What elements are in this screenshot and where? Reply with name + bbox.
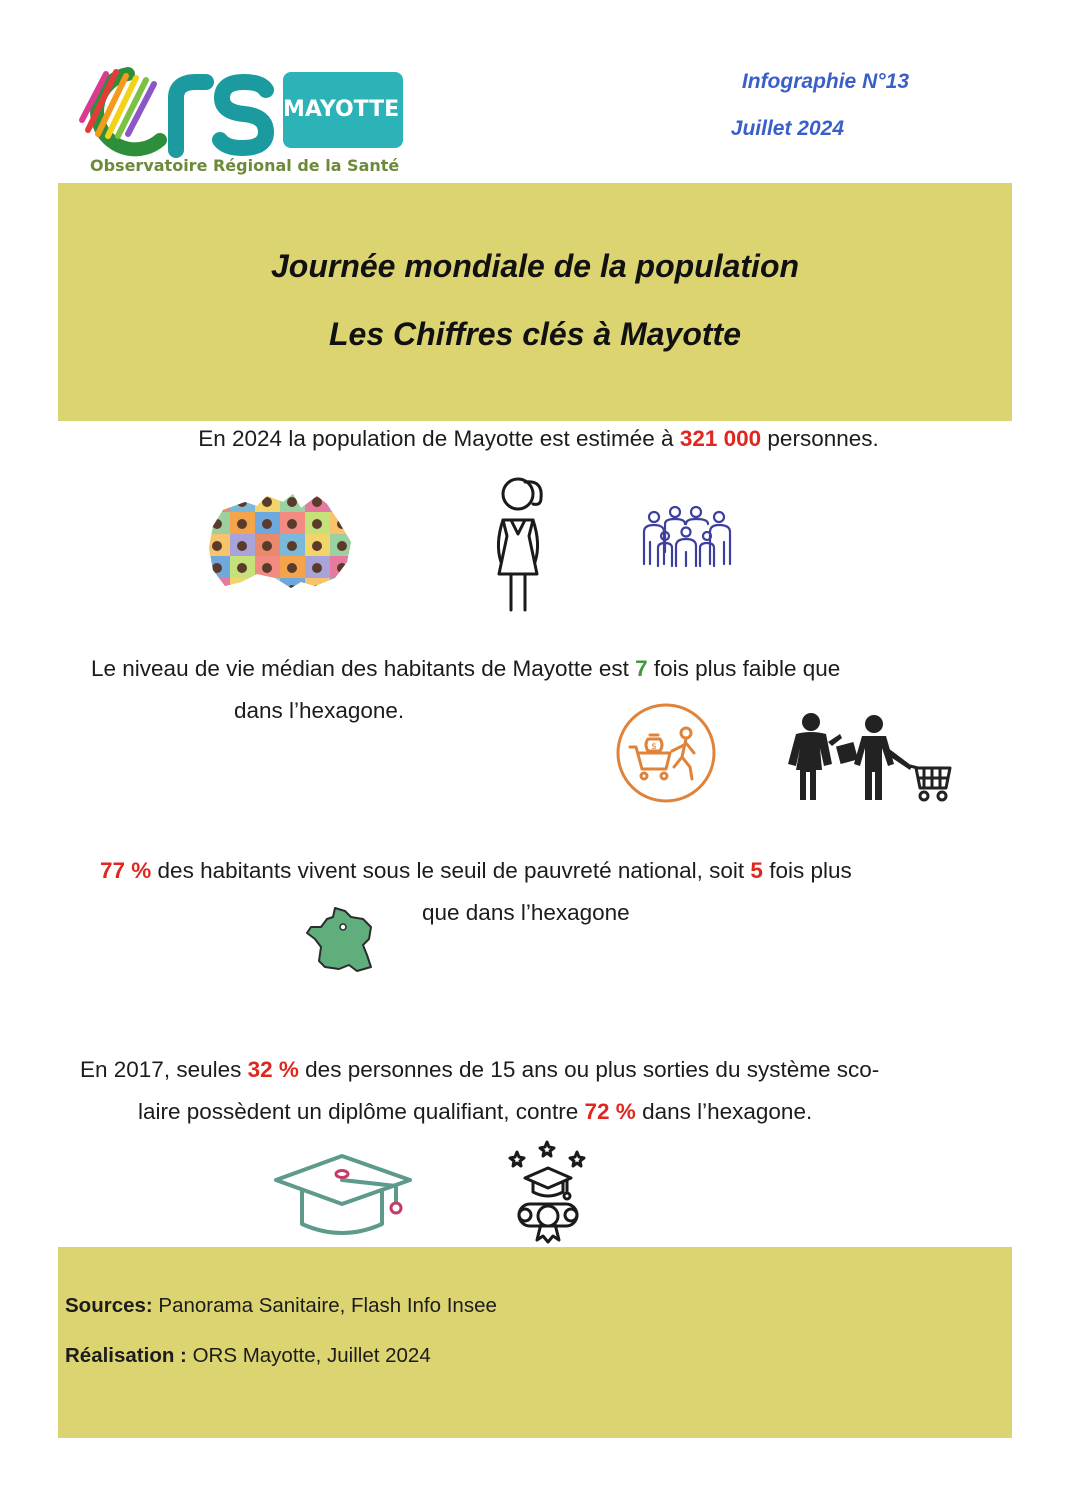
realisation-line — [65, 1344, 431, 1368]
diploma-award-icon — [505, 1138, 591, 1246]
graduation-cap-icon — [272, 1150, 416, 1236]
stat3-text: des habitants vivent sous le seuil de pauvreté national, soit — [151, 858, 751, 883]
population-statement — [0, 418, 1069, 460]
stat1-text-end: personnes. — [761, 426, 879, 451]
poverty-ratio-value: 5 — [750, 858, 763, 883]
stat2-text-end: fois plus faible que — [647, 656, 841, 681]
stat3-text-end: fois plus — [762, 858, 852, 883]
diploma-statement-line2 — [138, 1091, 812, 1133]
logo-badge: MAYOTTE — [283, 72, 403, 148]
stat4-line2-text: laire possèdent un diplôme qualifiant, contre — [138, 1099, 585, 1124]
stat1-text: En 2024 la population de Mayotte est estimée à — [198, 426, 680, 451]
population-value: 321 000 — [679, 426, 762, 451]
sources-text: Panorama Sanitaire, Flash Info Insee — [152, 1294, 497, 1317]
realisation-text: ORS Mayotte, Juillet 2024 — [186, 1344, 431, 1367]
title-banner — [58, 183, 1012, 421]
title-line-2: Les Chiffres clés à Mayotte — [328, 316, 741, 352]
france-map-icon — [305, 905, 377, 975]
stat4-text: En 2017, seules — [80, 1057, 248, 1082]
stat4-text-end: des personnes de 15 ans ou plus sorties du système sco- — [298, 1057, 880, 1082]
issue-date: Juillet 2024 — [730, 117, 844, 140]
stat4-line2-end: dans l’hexagone. — [635, 1099, 813, 1124]
footer-banner — [58, 1247, 1012, 1438]
ors-logo — [68, 60, 413, 185]
family-group-icon — [640, 502, 735, 572]
realisation-label: Réalisation : — [65, 1344, 187, 1367]
income-statement — [91, 648, 840, 690]
svg-text:$: $ — [651, 742, 657, 752]
diploma-hexagone-value: 72 % — [584, 1099, 636, 1124]
income-statement-line2: dans l’hexagone. — [234, 698, 405, 723]
issue-number: Infographie N°13 — [741, 70, 909, 93]
shoppers-icon — [784, 712, 956, 804]
logo-rs-letters — [166, 60, 276, 160]
poverty-rate-value: 77 % — [100, 858, 152, 883]
diploma-mayotte-value: 32 % — [247, 1057, 299, 1082]
shopping-cart-money-icon — [614, 703, 718, 803]
sources-line — [65, 1294, 497, 1318]
map-of-people-icon — [205, 490, 355, 600]
income-ratio-value: 7 — [635, 656, 648, 681]
logo-subtitle: Observatoire Régional de la Santé — [90, 156, 400, 175]
poverty-statement — [100, 850, 852, 892]
title-line-1: Journée mondiale de la population — [270, 248, 800, 284]
diploma-statement — [80, 1049, 879, 1091]
sources-label: Sources: — [65, 1294, 153, 1317]
woman-icon — [485, 474, 555, 614]
poverty-statement-line2: que dans l’hexagone — [422, 900, 630, 925]
stat2-text: Le niveau de vie médian des habitants de Mayotte est — [91, 656, 636, 681]
